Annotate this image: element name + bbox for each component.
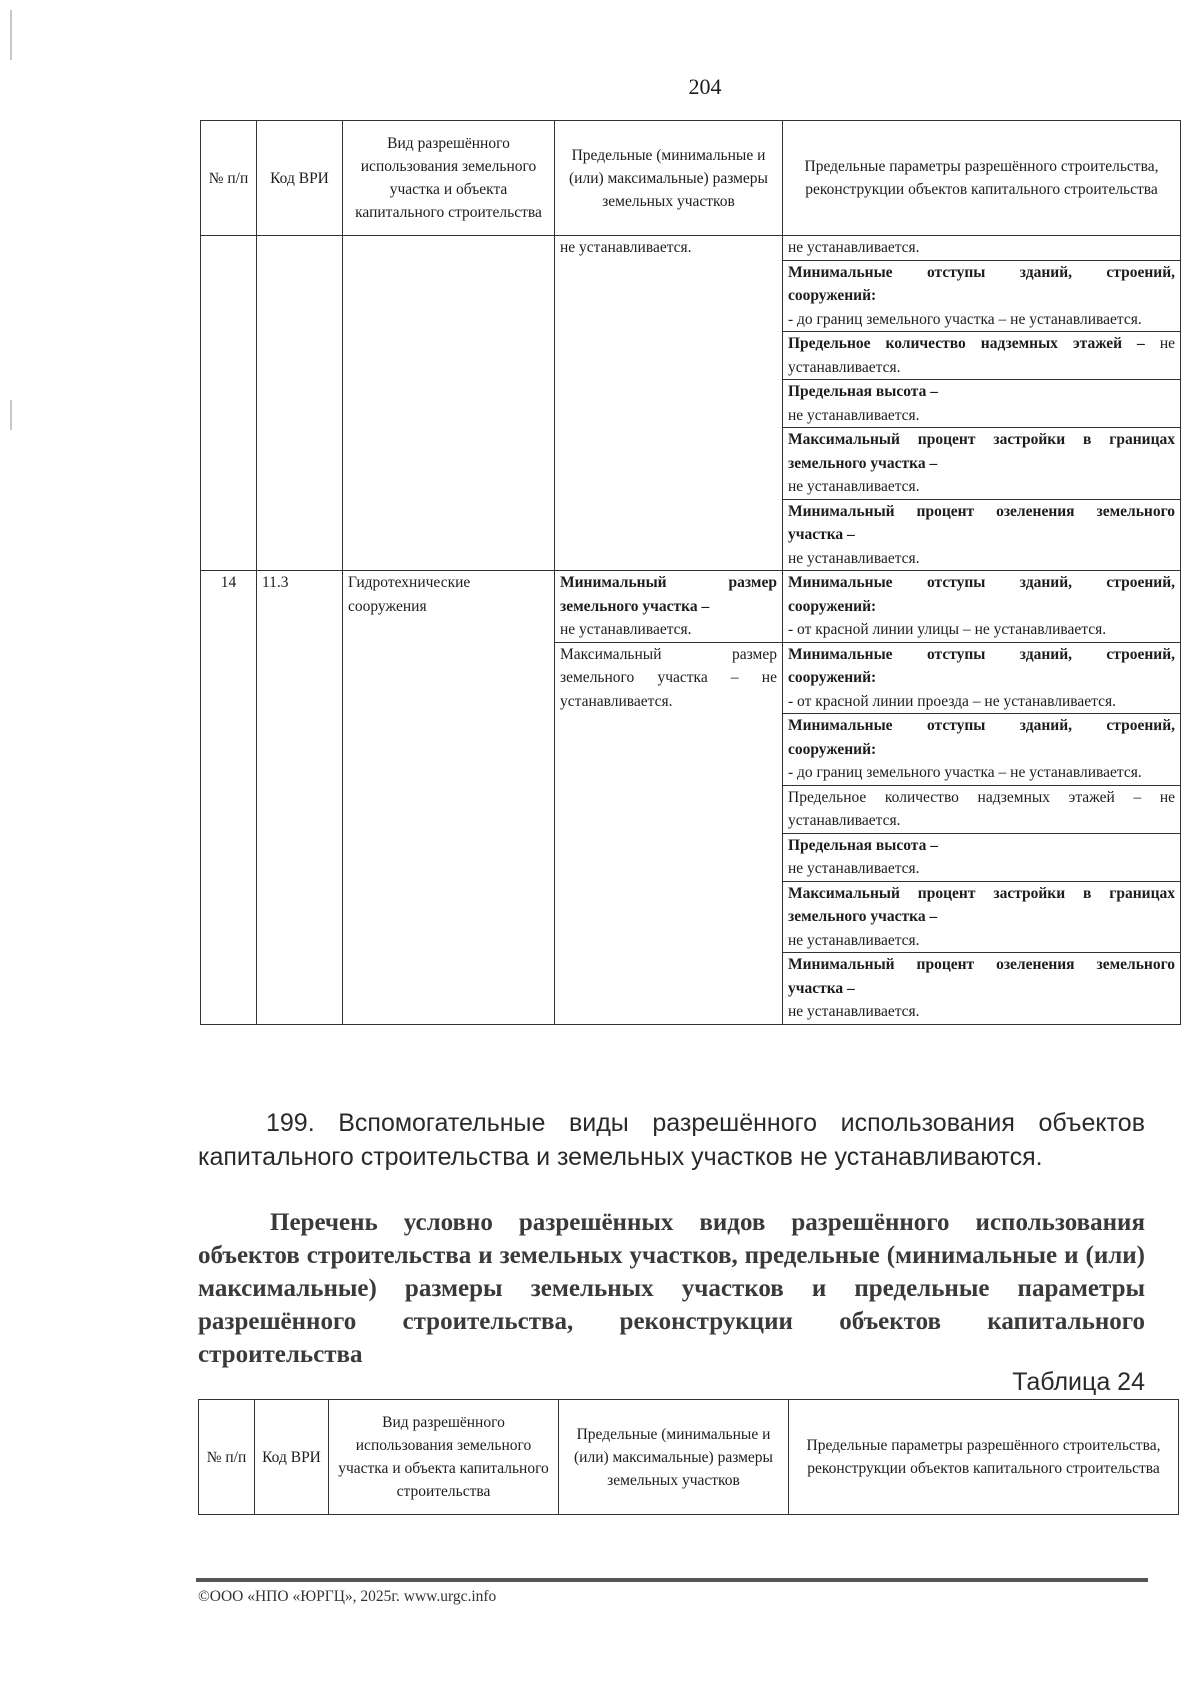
cell-use: Гидротехнические сооружения	[343, 571, 555, 1025]
cell-param: Предельное количество надземных этажей – не устанавливается.	[783, 332, 1181, 380]
header-num: № п/п	[201, 121, 257, 236]
paragraph-199: 199. Вспомогательные виды разрешённого использования объектов капитального строительства и земельных участков не устанавливаются.	[198, 1109, 1145, 1171]
cell-param: Минимальный процент озеленения земельного участка – не устанавливается.	[783, 499, 1181, 571]
table-row	[201, 571, 1181, 643]
table-header-row	[201, 121, 1181, 236]
cell-size: Максимальный размер земельного участка – не устанавливается.	[555, 642, 783, 1024]
header-num: № п/п	[199, 1400, 255, 1515]
table-caption: Таблица 24	[1012, 1368, 1145, 1396]
scan-margin-mark	[10, 10, 12, 60]
page-number: 204	[688, 74, 722, 99]
table-24	[198, 1399, 1179, 1515]
section-heading: Перечень условно разрешённых видов разрешённого использования объектов строительства и земельных участков, предельные (минимальные и (или) максимальные) размеры земельных участков и предельные параметры разрешённого строительства, реконструкции объектов капитального строительства	[198, 1209, 1145, 1368]
footer-divider	[196, 1578, 1148, 1582]
cell-size: не устанавливается.	[555, 236, 783, 571]
cell-param: Максимальный процент застройки в границах земельного участка – не устанавливается.	[783, 881, 1181, 953]
scan-margin-mark	[10, 400, 12, 430]
header-size: Предельные (минимальные и (или) максимальные) размеры земельных участков	[555, 121, 783, 236]
header-params: Предельные параметры разрешённого строительства, реконструкции объектов капитального строительства	[783, 121, 1181, 236]
cell-num	[201, 236, 257, 571]
header-params: Предельные параметры разрешённого строительства, реконструкции объектов капитального строительства	[789, 1400, 1179, 1515]
regulations-table	[200, 120, 1181, 1025]
cell-param: не устанавливается.	[783, 236, 1181, 261]
footer-copyright: ©ООО «НПО «ЮРГЦ», 2025г. www.urgc.info	[198, 1588, 497, 1605]
table-row	[201, 236, 1181, 261]
cell-param: Минимальные отступы зданий, строений, сооружений: - до границ земельного участка – не устанавливается.	[783, 260, 1181, 332]
header-use: Вид разрешённого использования земельного участка и объекта капитального строительства	[329, 1400, 559, 1515]
cell-param: Минимальные отступы зданий, строений, сооружений: - от красной линии проезда – не устанавливается.	[783, 642, 1181, 714]
cell-param: Минимальные отступы зданий, строений, сооружений: - от красной линии улицы – не устанавливается.	[783, 571, 1181, 643]
header-code: Код ВРИ	[255, 1400, 329, 1515]
cell-size: Минимальный размер земельного участка – не устанавливается.	[555, 571, 783, 643]
cell-code	[257, 236, 343, 571]
cell-param: Предельное количество надземных этажей – не устанавливается.	[783, 785, 1181, 833]
cell-param: Минимальные отступы зданий, строений, сооружений: - до границ земельного участка – не устанавливается.	[783, 714, 1181, 786]
cell-param: Минимальный процент озеленения земельного участка – не устанавливается.	[783, 953, 1181, 1025]
header-code: Код ВРИ	[257, 121, 343, 236]
cell-num: 14	[201, 571, 257, 1025]
header-use: Вид разрешённого использования земельного участка и объекта капитального строительства	[343, 121, 555, 236]
cell-code: 11.3	[257, 571, 343, 1025]
cell-param: Предельная высота – не устанавливается.	[783, 833, 1181, 881]
header-size: Предельные (минимальные и (или) максимальные) размеры земельных участков	[559, 1400, 789, 1515]
cell-param: Предельная высота – не устанавливается.	[783, 380, 1181, 428]
table-header-row	[199, 1400, 1179, 1515]
cell-param: Максимальный процент застройки в границах земельного участка – не устанавливается.	[783, 428, 1181, 500]
cell-use	[343, 236, 555, 571]
